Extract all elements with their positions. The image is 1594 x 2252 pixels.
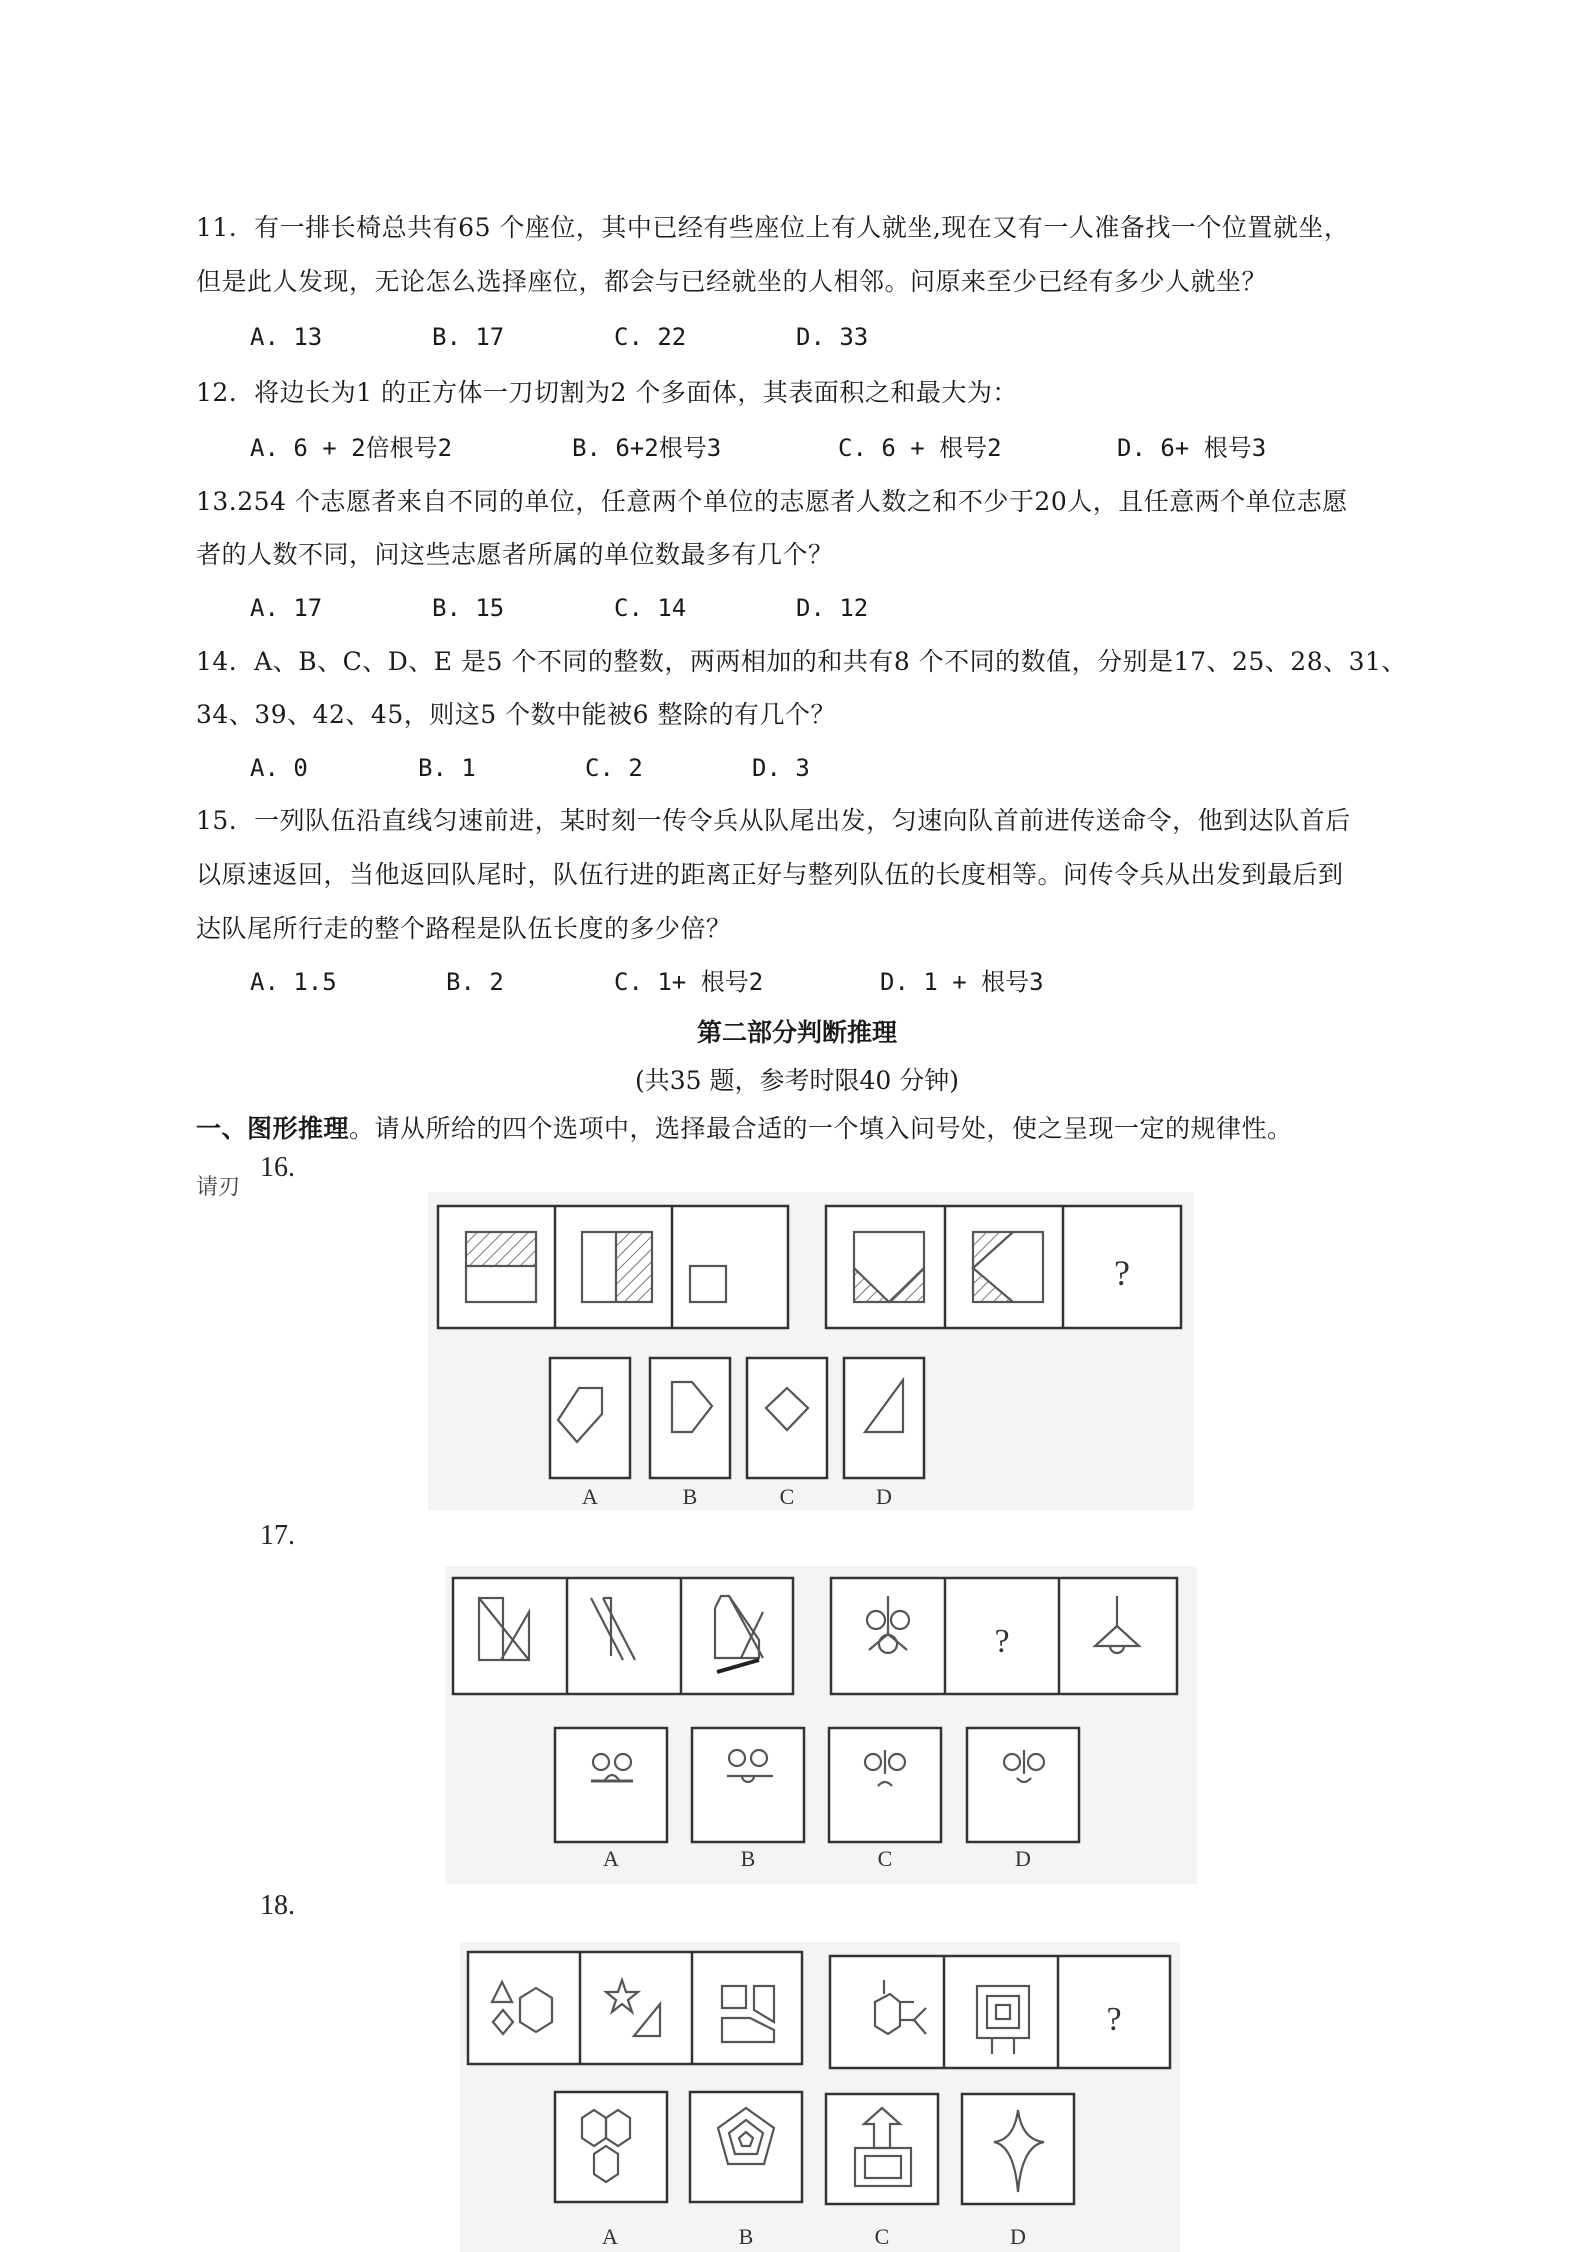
q16-option-b-box[interactable]: [650, 1358, 730, 1478]
q15-option-d: D. 1 + 根号3: [880, 968, 1044, 996]
q16-hatched-half-top: [466, 1232, 536, 1266]
q16-label-a: A: [582, 1484, 598, 1509]
q16-label-c: C: [779, 1484, 795, 1509]
q18-option-a-box[interactable]: [555, 2092, 667, 2202]
q17-sequence-1: [453, 1578, 793, 1694]
q16-svg: [428, 1192, 1194, 1510]
question-17-figure: [445, 1566, 1197, 1884]
q16-sequence-2: [826, 1206, 1181, 1328]
question-15-line-2: 以原速返回，当他返回队尾时，队伍行进的距离正好与整列队伍的长度相等。问传令兵从出发到最后到: [196, 860, 1344, 889]
q17-label-a: A: [603, 1846, 619, 1871]
q12-option-c: C. 6 + 根号2: [838, 434, 1002, 462]
q11-option-a: A. 13: [250, 323, 323, 351]
section-instruction: [196, 1114, 1293, 1144]
q17-option-c-box[interactable]: [829, 1728, 941, 1842]
q17-option-d-box[interactable]: [967, 1728, 1079, 1842]
q11-option-c: C. 22: [614, 323, 687, 351]
q12-option-b: B. 6+2根号3: [572, 434, 722, 462]
q16-option-d-box[interactable]: [844, 1358, 924, 1478]
q14-option-a: A. 0: [250, 754, 308, 782]
instruction-heading: 一、图形推理: [196, 1114, 350, 1143]
q11-option-b: B. 17: [432, 323, 505, 351]
q18-strip-1: [468, 1952, 802, 2064]
q17-svg: [445, 1566, 1197, 1884]
q18-label-b: B: [738, 2224, 754, 2249]
q16-option-a-box[interactable]: [550, 1358, 630, 1478]
q16-question-mark: ?: [1114, 1253, 1130, 1293]
q18-label-d: D: [1010, 2224, 1026, 2249]
q12-option-d: D. 6+ 根号3: [1117, 434, 1267, 462]
q13-option-b: B. 15: [432, 594, 505, 622]
q18-options: [555, 2092, 1074, 2249]
question-text: 254 个志愿者来自不同的单位，任意两个单位的志愿者人数之和不少于20人，且任意两个单位志愿: [237, 487, 1348, 516]
question-14-line-2: 34、39、42、45，则这5 个数中能被6 整除的有几个？: [196, 700, 836, 729]
question-14-line-1: [196, 647, 1407, 677]
q12-option-a: A. 6 + 2倍根号2: [250, 434, 453, 462]
q18-sequence-1: [468, 1952, 802, 2064]
instruction-text: 。请从所给的四个选项中，选择最合适的一个填入问号处，使之呈现一定的规律性。: [349, 1114, 1293, 1143]
question-text: 有一排长椅总共有65 个座位，其中已经有些座位上有人就坐,现在又有一人准备找一个位置就坐，: [254, 213, 1350, 242]
q13-option-d: D. 12: [796, 594, 869, 622]
q16-label-b: B: [682, 1484, 698, 1509]
q14-option-d: D. 3: [752, 754, 810, 782]
question-17-number: 17.: [260, 1520, 295, 1551]
question-11-line-1: [196, 213, 1349, 243]
section-title: 第二部分判断推理: [696, 1018, 897, 1047]
q15-option-b: B. 2: [446, 968, 504, 996]
question-text: 一列队伍沿直线匀速前进，某时刻一传令兵从队尾出发，匀速向队首前进传送命令，他到达队首后: [254, 806, 1351, 835]
q17-label-d: D: [1015, 1846, 1031, 1871]
q16-options: [550, 1358, 924, 1509]
q18-sequence-2: [830, 1956, 1170, 2068]
q16-sequence-1: [438, 1206, 788, 1328]
q13-option-a: A. 17: [250, 594, 323, 622]
q16-hatched-half-right: [616, 1232, 652, 1302]
q17-sequence-2: [831, 1578, 1177, 1694]
question-number: 13.: [196, 487, 238, 516]
q18-svg: [460, 1942, 1180, 2252]
q17-options: [555, 1728, 1079, 1871]
question-number: 15.: [196, 806, 238, 835]
q17-option-b-box[interactable]: [692, 1728, 804, 1842]
q18-question-mark: ?: [1106, 2001, 1122, 2038]
question-text: A、B、C、D、E 是5 个不同的整数，两两相加的和共有8 个不同的数值，分别是17、25、28、31、: [254, 647, 1407, 676]
question-11-line-2: 但是此人发现，无论怎么选择座位，都会与已经就坐的人相邻。问原来至少已经有多少人就坐？: [196, 267, 1268, 296]
q17-question-mark: ?: [994, 1623, 1010, 1660]
question-15-line-3: 达队尾所行走的整个路程是队伍长度的多少倍？: [196, 914, 732, 943]
q17-label-b: B: [740, 1846, 756, 1871]
q15-option-a: A. 1.5: [250, 968, 337, 996]
q17-option-a-box[interactable]: [555, 1728, 667, 1842]
question-18-number: 18.: [260, 1890, 295, 1921]
question-16-figure: [428, 1192, 1194, 1510]
q14-option-b: B. 1: [418, 754, 476, 782]
question-12-line-1: [196, 378, 1018, 408]
question-number: 11.: [196, 213, 238, 242]
q15-option-c: C. 1+ 根号2: [614, 968, 764, 996]
q13-option-c: C. 14: [614, 594, 687, 622]
q16-label-d: D: [876, 1484, 892, 1509]
question-16-number: 16.: [260, 1152, 295, 1183]
stray-text: 请刃: [196, 1175, 241, 1200]
q17-label-c: C: [877, 1846, 893, 1871]
question-18-figure: [460, 1942, 1180, 2252]
question-15-line-1: [196, 806, 1351, 836]
q18-label-a: A: [602, 2224, 618, 2249]
section-subtitle: (共35 题，参考时限40 分钟): [634, 1066, 960, 1095]
question-text: 将边长为1 的正方体一刀切割为2 个多面体，其表面积之和最大为：: [254, 378, 1018, 407]
question-13-line-1: [196, 487, 1348, 517]
q11-option-d: D. 33: [796, 323, 869, 351]
q16-option-c-box[interactable]: [747, 1358, 827, 1478]
question-number: 14.: [196, 647, 238, 676]
q14-option-c: C. 2: [585, 754, 643, 782]
question-13-line-2: 者的人数不同，问这些志愿者所属的单位数最多有几个？: [196, 540, 834, 569]
question-number: 12.: [196, 378, 238, 407]
q18-label-c: C: [874, 2224, 890, 2249]
